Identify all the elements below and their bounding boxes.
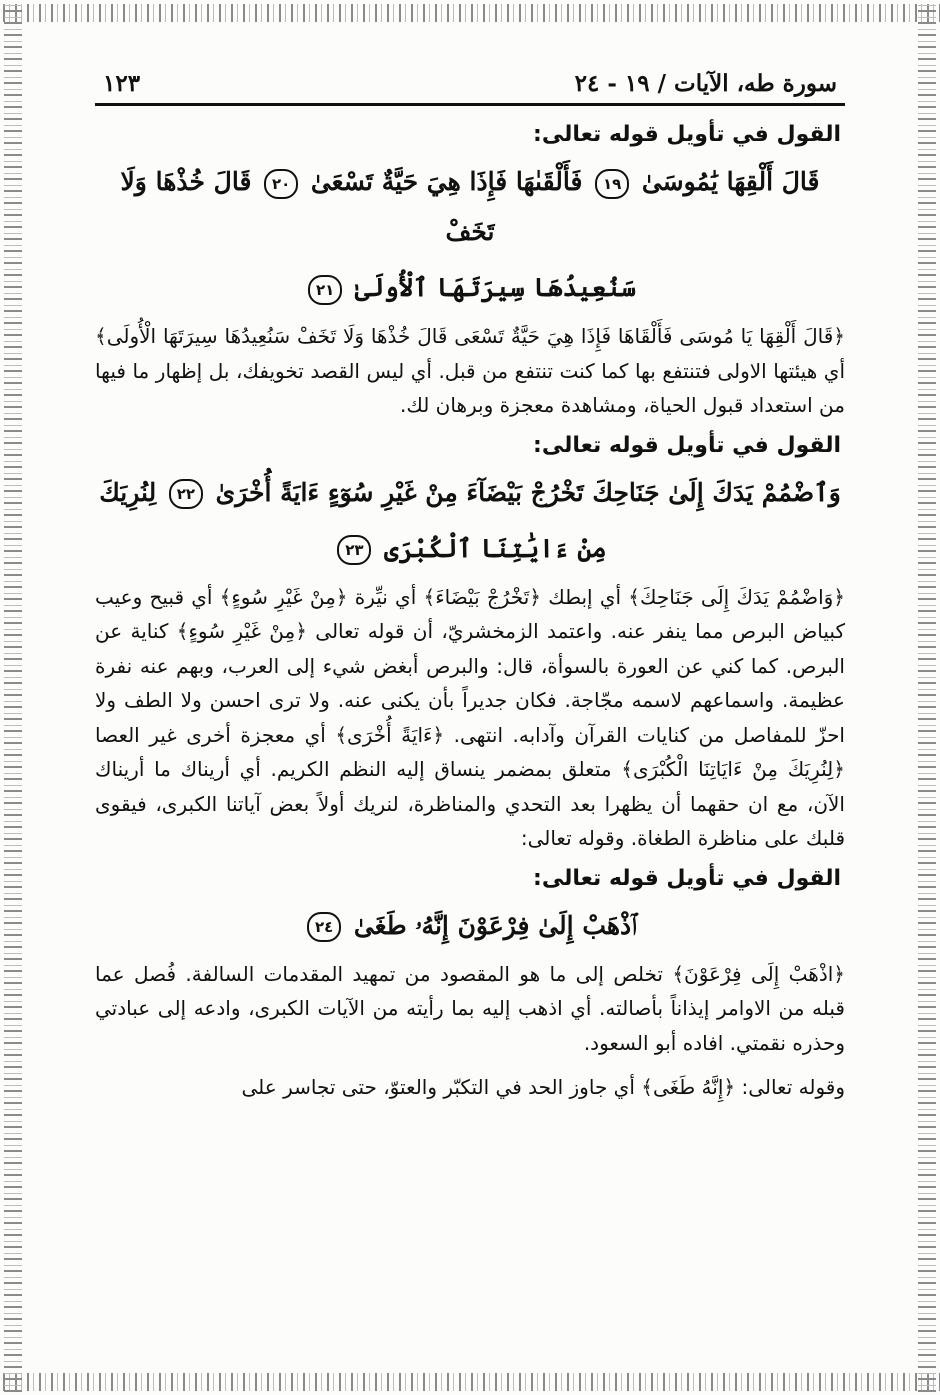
section-2 — [95, 433, 845, 856]
ayah-number-mark: ٢٢ — [169, 479, 203, 509]
section-1 — [95, 122, 845, 423]
ayah-number-mark: ٢١ — [308, 275, 342, 305]
running-title: سورة طه، الآيات / ١٩ - ٢٤ — [574, 70, 837, 97]
page-number: ١٢٣ — [103, 70, 141, 97]
commentary-paragraph: وقوله تعالى: ﴿إِنَّهُ طَغَى﴾ أي جاوز الحد في التكبّر والعتوّ، حتى تجاسر على — [241, 1075, 845, 1099]
verse-line — [95, 524, 845, 574]
verse-text: قَالَ خُذْهَا وَلَا تَخَفْ — [120, 167, 495, 246]
verse-text: مِنْ ءَايَٰتِنَا ٱلْكُبْرَى — [384, 533, 607, 563]
verse-line — [95, 468, 845, 518]
verse-text: ٱذْهَبْ إِلَىٰ فِرْعَوْنَ إِنَّهُۥ طَغَىٰ — [353, 910, 637, 940]
section-heading: القول في تأويل قوله تعالى: — [533, 432, 841, 458]
verse-text: قَالَ أَلْقِهَا يَٰمُوسَىٰ — [641, 167, 820, 196]
ayah-number-mark: ٢٤ — [307, 912, 341, 942]
section-3 — [95, 866, 845, 1105]
page-content — [95, 70, 845, 1115]
decorative-border-top — [0, 4, 940, 22]
running-header — [95, 70, 845, 103]
verse-text: وَٱضْمُمْ يَدَكَ إِلَىٰ جَنَاحِكَ تَخْرُجْ بَيْضَآءَ مِنْ غَيْرِ سُوٓءٍ ءَايَةً أُخْرَىٰ — [215, 477, 841, 507]
header-rule — [95, 103, 845, 106]
verse-line — [95, 157, 845, 257]
verse-text: فَأَلْقَىٰهَا فَإِذَا هِيَ حَيَّةٌ تَسْعَىٰ — [310, 167, 583, 196]
commentary-paragraph: ﴿وَاضْمُمْ يَدَكَ إِلَى جَنَاحِكَ﴾ أي إبطك ﴿تَخْرُجْ بَيْضَاءَ﴾ أي نيِّرة ﴿مِنْ غَيْرِ سُوءٍ﴾ أي قبيح وعيب كبياض البرص مما ينفر عنه. واعتمد الزمخشريّ، أن قوله تعالى ﴿مِنْ غَيْرِ سُوءٍ﴾ كناية عن البرص. كما كني عن العورة بالسوأة، قال: والبرص أبغض شيء إلى العرب، وبهم عنه نفرة عظيمة. واسماعهم لاسمه مجّاجة. فكان جديراً بأن يكنى عنه. ولا ترى احسن ولا الطف ولا احزّ للمفاصل من كنايات القرآن وآدابه. انتهى. ﴿ءَايَةً أُخْرَى﴾ أي معجزة أخرى غير العصا ﴿لِنُرِيَكَ مِنْ ءَايَاتِنَا الْكُبْرَى﴾ متعلق بمضمر ينساق إليه النظم الكريم. أي أريناك ما أريناك الآن، مع ان حقهما أن يظهرا بعد التحدي والمناظرة، لنريك أولاً بعض آياتنا الكبرى، فيقوى قلبك على مناظرة الطغاة. وقوله تعالى: — [95, 584, 845, 850]
ayah-number-mark: ١٩ — [595, 169, 629, 199]
decorative-border-right — [918, 0, 936, 1395]
decorative-border-bottom — [0, 1373, 940, 1391]
decorative-border-left — [4, 0, 22, 1395]
ayah-number-mark: ٢٣ — [337, 535, 371, 565]
ayah-number-mark: ٢٠ — [264, 169, 298, 199]
section-heading: القول في تأويل قوله تعالى: — [533, 865, 841, 891]
section-heading: القول في تأويل قوله تعالى: — [533, 122, 841, 147]
verse-text: سَنُعِيدُهَا سِيرَتَهَا ٱلْأُولَىٰ — [354, 273, 636, 302]
verse-text: لِنُرِيَكَ — [99, 477, 157, 507]
commentary-paragraph: ﴿اذْهَبْ إِلَى فِرْعَوْنَ﴾ تخلص إلى ما هو المقصود من تمهيد المقدمات السالفة. فُصل عما قبله من الاوامر إيذاناً بأصالته. أي اذهب إليه بما رأيته من الآيات الكبرى، وادعه إلى عبادتي وحذره نقمتي. افاده أبو السعود. — [95, 961, 845, 1055]
verse-line — [95, 901, 845, 951]
commentary-paragraph: ﴿قَالَ أَلْقِهَا يَا مُوسَى فَأَلْقَاهَا فَإِذَا هِيَ حَيَّةٌ تَسْعَى قَالَ خُذْهَا وَلَا تَخَفْ سَنُعِيدُهَا سِيرَتَهَا الْأُولَى﴾ أي هيئتها الاولى فتنتفع بها كما كنت تنتفع من قبل. أي ليس القصد تخويفك، بل إظهار ما فيها من استعداد قبول الحياة، ومشاهدة معجزة وبرهان لك. — [95, 324, 845, 417]
verse-line — [95, 263, 845, 313]
